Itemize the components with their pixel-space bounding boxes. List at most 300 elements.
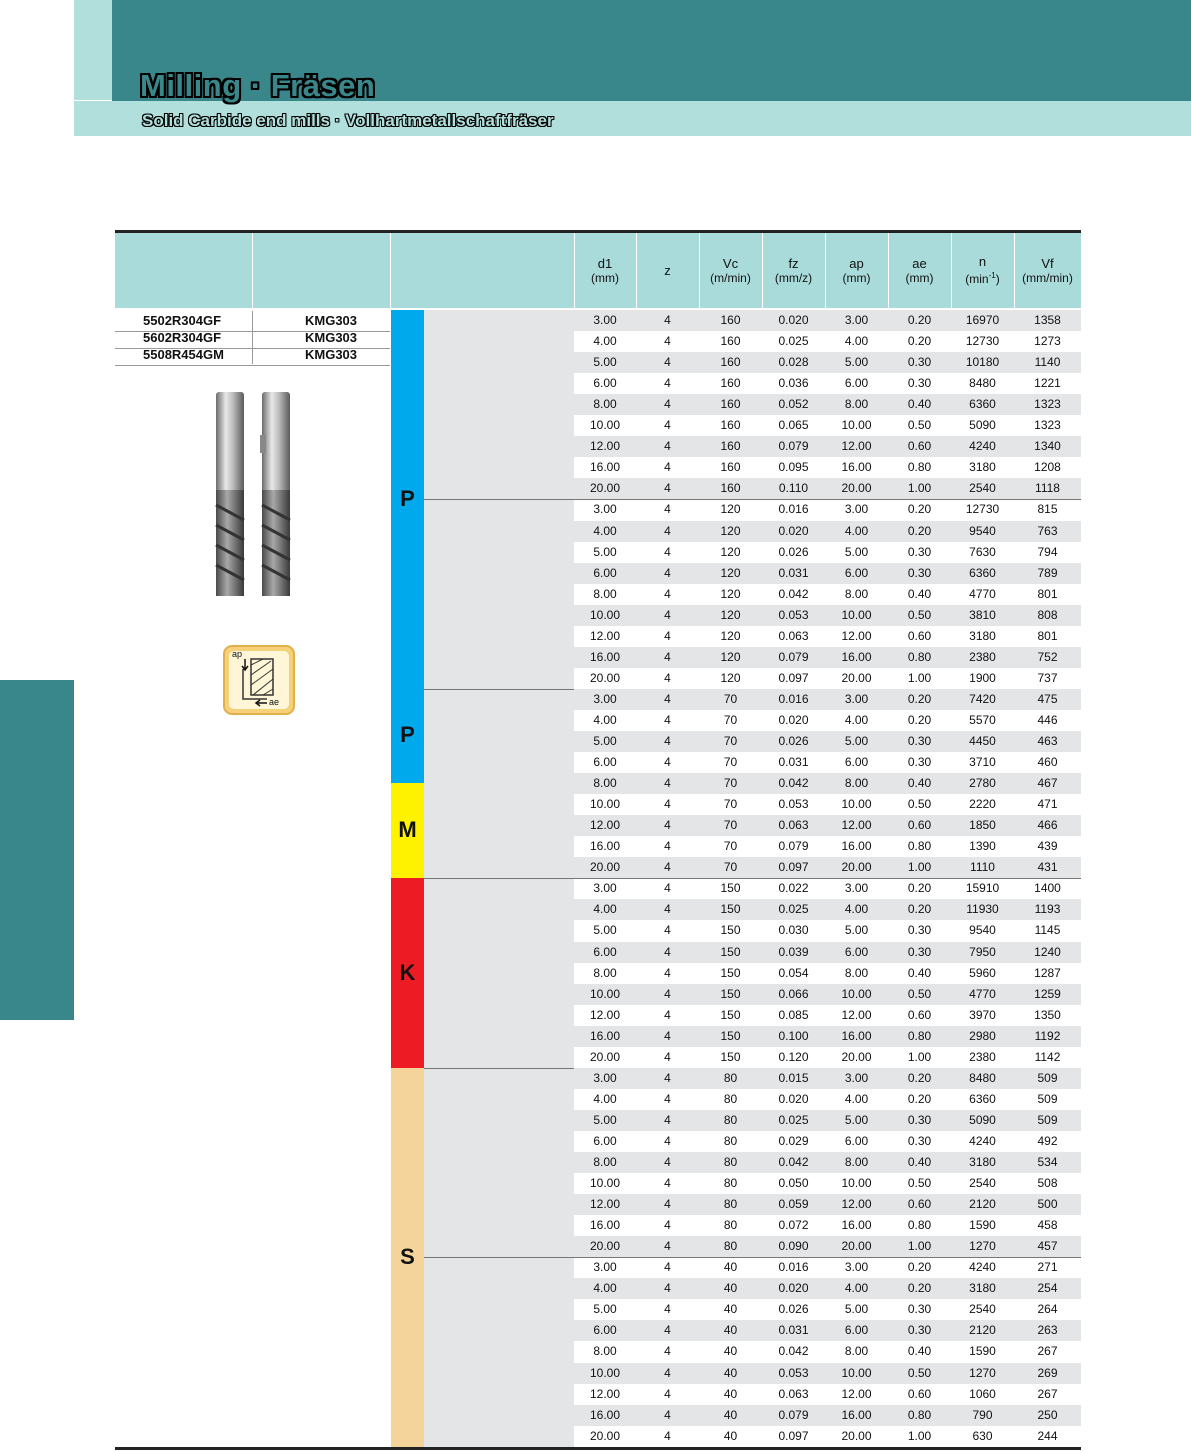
cell-ap: 3.00 — [844, 1070, 869, 1085]
cell-vc: 160 — [720, 355, 741, 370]
cell-fz: 0.042 — [778, 1155, 809, 1169]
cell-ap: 12.00 — [841, 439, 872, 454]
cell-ae: 0.20 — [907, 712, 932, 727]
cell-ae: 0.60 — [907, 818, 932, 833]
header-side-strip — [74, 0, 112, 100]
cell-ap: 4.00 — [844, 523, 869, 538]
cell-vc: 150 — [720, 902, 741, 917]
cell-vf: 457 — [1037, 1239, 1058, 1254]
cell-ae: 0.30 — [907, 565, 932, 580]
cell-fz: 0.015 — [778, 1070, 809, 1085]
table-row — [574, 920, 1081, 941]
cell-ae: 1.00 — [907, 1239, 932, 1254]
cell-z: 4 — [664, 881, 671, 896]
cell-fz: 0.110 — [778, 481, 809, 496]
cell-z: 4 — [664, 1155, 671, 1169]
cell-ap: 20.00 — [841, 481, 872, 496]
header-n-unit — [965, 269, 999, 286]
cell-ap: 10.00 — [841, 418, 872, 433]
cell-ap: 6.00 — [844, 376, 869, 391]
cell-d1: 5.00 — [593, 734, 617, 748]
cell-z: 4 — [664, 818, 671, 833]
cell-ae: 0.20 — [907, 902, 932, 917]
table-row — [574, 415, 1081, 436]
header-n-unit-post: ) — [995, 272, 1000, 286]
cell-n: 2980 — [969, 1028, 996, 1043]
cell-fz: 0.079 — [778, 839, 809, 854]
table-row — [574, 1236, 1081, 1257]
cell-d1: 8.00 — [593, 397, 617, 412]
cell-vc: 120 — [720, 544, 741, 559]
cell-vf: 267 — [1037, 1344, 1058, 1359]
cell-vc: 80 — [723, 1155, 738, 1169]
cell-ap: 16.00 — [841, 460, 872, 475]
material-letter-p: P — [400, 486, 415, 511]
table-row — [574, 1341, 1081, 1362]
cell-d1: 20.00 — [589, 1239, 621, 1254]
cell-z: 4 — [664, 586, 671, 601]
cell-vc: 160 — [720, 376, 741, 391]
cell-fz: 0.025 — [778, 902, 809, 917]
cell-d1: 20.00 — [589, 860, 621, 875]
cell-ae: 0.30 — [907, 1302, 932, 1317]
cell-vf: 509 — [1037, 1112, 1058, 1127]
cell-vf: 250 — [1037, 1407, 1058, 1422]
product-grade: KMG303 — [305, 313, 358, 328]
cell-vf: 500 — [1037, 1197, 1058, 1212]
cell-vf: 737 — [1037, 670, 1058, 685]
cell-fz: 0.020 — [778, 523, 809, 538]
cell-vf: 267 — [1037, 1386, 1058, 1401]
cell-n: 2540 — [969, 1302, 996, 1317]
cell-ae: 0.80 — [907, 1218, 932, 1233]
cell-vf: 509 — [1037, 1070, 1058, 1085]
cell-ap: 12.00 — [841, 1007, 872, 1022]
cell-ap: 6.00 — [844, 1133, 869, 1148]
cell-ae: 1.00 — [907, 1428, 932, 1443]
cell-fz: 0.059 — [778, 1197, 809, 1212]
cell-vf: 1350 — [1034, 1007, 1061, 1022]
cell-fz: 0.079 — [778, 1407, 809, 1422]
header-vc-symbol: Vc — [722, 255, 739, 271]
cell-d1: 4.00 — [593, 712, 617, 727]
cell-d1: 5.00 — [593, 544, 617, 559]
cell-ap: 5.00 — [844, 1302, 869, 1317]
cell-vc: 160 — [720, 460, 741, 475]
cell-n: 2780 — [969, 776, 996, 791]
cell-fz: 0.063 — [778, 628, 809, 643]
cell-z: 4 — [664, 376, 671, 391]
cell-z: 4 — [664, 1428, 671, 1443]
cell-n: 5570 — [969, 712, 996, 727]
table-row — [574, 1278, 1081, 1299]
cell-ap: 20.00 — [841, 1049, 872, 1064]
table-row — [574, 752, 1081, 773]
cell-fz: 0.063 — [778, 1386, 809, 1401]
cell-fz: 0.085 — [778, 1007, 809, 1022]
cell-vf: 1145 — [1034, 923, 1061, 938]
product-code: 5602R304GF — [143, 330, 222, 345]
cell-z: 4 — [664, 649, 671, 664]
table-row — [574, 373, 1081, 394]
cell-vf: 492 — [1037, 1133, 1058, 1148]
cell-z: 4 — [664, 944, 671, 959]
cell-vf: 431 — [1037, 860, 1058, 875]
cell-d1: 6.00 — [593, 565, 617, 580]
header-z — [636, 233, 699, 308]
material-letter-p: P — [400, 722, 415, 747]
cell-ap: 8.00 — [844, 1344, 869, 1359]
cell-vc: 40 — [723, 1323, 738, 1338]
cell-vf: 1140 — [1034, 355, 1061, 370]
cell-n: 8480 — [969, 1070, 996, 1085]
cell-z: 4 — [664, 481, 671, 496]
cell-ap: 3.00 — [844, 881, 869, 896]
cell-fz: 0.022 — [778, 881, 809, 896]
cell-ap: 8.00 — [844, 586, 869, 601]
cell-d1: 12.00 — [589, 628, 621, 643]
cell-ae: 0.60 — [907, 1386, 932, 1401]
cell-vc: 160 — [720, 418, 741, 433]
cell-fz: 0.031 — [778, 1323, 809, 1338]
cell-n: 3180 — [969, 1281, 996, 1296]
cell-n: 1590 — [969, 1344, 996, 1359]
cell-d1: 10.00 — [589, 797, 621, 812]
cell-fz: 0.020 — [778, 1281, 809, 1296]
cell-d1: 12.00 — [589, 1386, 621, 1401]
cell-n: 1110 — [970, 860, 995, 875]
cell-ap: 3.00 — [844, 313, 869, 327]
cell-n: 16970 — [965, 313, 1000, 327]
cell-d1: 12.00 — [589, 1197, 621, 1212]
header-n — [951, 233, 1014, 308]
cell-vc: 160 — [720, 439, 741, 454]
cell-d1: 5.00 — [593, 355, 617, 370]
cell-fz: 0.053 — [778, 1365, 809, 1380]
cell-d1: 8.00 — [593, 1155, 617, 1169]
cell-vf: 1240 — [1034, 944, 1061, 959]
cell-d1: 6.00 — [593, 1323, 617, 1338]
cell-vc: 120 — [720, 502, 741, 517]
cell-fz: 0.090 — [778, 1239, 809, 1254]
cell-z: 4 — [664, 565, 671, 580]
cell-d1: 3.00 — [593, 691, 617, 706]
cell-fz: 0.031 — [778, 755, 809, 770]
cell-d1: 20.00 — [589, 1049, 621, 1064]
cell-d1: 16.00 — [589, 1028, 621, 1043]
cell-vf: 1323 — [1034, 397, 1061, 412]
cell-ae: 0.30 — [907, 755, 932, 770]
cell-fz: 0.020 — [778, 712, 809, 727]
table-row — [574, 1320, 1081, 1341]
cell-n: 2380 — [969, 1049, 996, 1064]
cell-z: 4 — [664, 1007, 671, 1022]
cell-ae: 0.20 — [907, 334, 932, 349]
chapter-side-tab — [0, 680, 74, 1020]
cell-vc: 160 — [720, 481, 741, 496]
cell-vf: 1118 — [1035, 481, 1060, 496]
table-row — [574, 1215, 1081, 1236]
cell-ap: 10.00 — [841, 797, 872, 812]
header-vc-unit: (m/min) — [710, 270, 751, 285]
cell-d1: 8.00 — [593, 586, 617, 601]
cell-ap: 5.00 — [844, 544, 869, 559]
cell-ap: 16.00 — [841, 1028, 872, 1043]
cell-fz: 0.026 — [778, 1302, 809, 1317]
cell-n: 3180 — [969, 1155, 996, 1169]
cell-z: 4 — [664, 418, 671, 433]
cell-ae: 0.50 — [907, 986, 932, 1001]
table-row — [574, 857, 1081, 878]
header-ap-symbol: ap — [849, 255, 864, 271]
cell-fz: 0.097 — [778, 860, 809, 875]
cell-d1: 5.00 — [593, 1112, 617, 1127]
cell-vc: 80 — [723, 1112, 738, 1127]
table-row — [574, 1257, 1081, 1278]
cell-vf: 1287 — [1034, 965, 1061, 980]
cell-z: 4 — [664, 1239, 671, 1254]
cell-d1: 16.00 — [589, 649, 621, 664]
cell-fz: 0.016 — [778, 1260, 809, 1275]
cell-vf: 446 — [1037, 712, 1058, 727]
ap-label: ap — [232, 649, 243, 659]
cell-vf: 1358 — [1034, 313, 1061, 327]
table-row — [574, 1299, 1081, 1320]
cell-z: 4 — [664, 1091, 671, 1106]
cell-d1: 12.00 — [589, 1007, 621, 1022]
cell-fz: 0.028 — [778, 355, 809, 370]
cell-n: 2540 — [969, 1176, 996, 1191]
cell-ae: 0.50 — [907, 1176, 932, 1191]
cell-n: 5090 — [969, 418, 996, 433]
header-divider — [252, 233, 253, 308]
cell-ae: 0.20 — [907, 313, 932, 327]
cell-vf: 508 — [1037, 1176, 1058, 1191]
cell-n: 2120 — [969, 1323, 996, 1338]
cell-n: 10180 — [965, 355, 1000, 370]
table-row — [574, 1110, 1081, 1131]
cell-z: 4 — [664, 1133, 671, 1148]
cell-vc: 40 — [723, 1407, 738, 1422]
cell-vc: 80 — [723, 1091, 738, 1106]
table-row — [574, 984, 1081, 1005]
cell-vf: 269 — [1037, 1365, 1058, 1380]
cell-n: 1390 — [969, 839, 996, 854]
cell-ae: 0.50 — [907, 607, 932, 622]
cell-ap: 8.00 — [844, 965, 869, 980]
cell-ae: 0.50 — [907, 418, 932, 433]
cell-z: 4 — [664, 355, 671, 370]
cell-ap: 6.00 — [844, 944, 869, 959]
product-code: 5508R454GM — [143, 347, 224, 362]
cell-ap: 8.00 — [844, 776, 869, 791]
cell-vc: 150 — [720, 1028, 741, 1043]
cell-n: 12730 — [965, 334, 1000, 349]
table-row — [574, 878, 1081, 899]
header-ae-symbol: ae — [912, 255, 927, 271]
table-row — [574, 1068, 1081, 1089]
cell-n: 4240 — [969, 1133, 996, 1148]
cell-vf: 1193 — [1034, 902, 1061, 917]
cell-fz: 0.065 — [778, 418, 809, 433]
header-vc — [699, 233, 762, 308]
cell-n: 1060 — [969, 1386, 996, 1401]
cell-vf: 1400 — [1034, 881, 1061, 896]
cell-fz: 0.063 — [778, 818, 809, 833]
cell-z: 4 — [664, 1028, 671, 1043]
cell-d1: 3.00 — [593, 1260, 617, 1275]
cell-fz: 0.030 — [778, 923, 809, 938]
cell-ae: 0.40 — [907, 776, 932, 791]
cell-ae: 0.50 — [907, 1365, 932, 1380]
cell-n: 790 — [972, 1407, 993, 1422]
cell-z: 4 — [664, 460, 671, 475]
cell-vc: 40 — [723, 1386, 738, 1401]
cell-vc: 80 — [723, 1176, 738, 1191]
cell-fz: 0.120 — [778, 1049, 809, 1064]
cell-fz: 0.053 — [778, 797, 809, 812]
table-row — [574, 773, 1081, 794]
cell-vf: 254 — [1037, 1281, 1058, 1296]
cell-ae: 0.20 — [907, 1070, 932, 1085]
cell-z: 4 — [664, 1260, 671, 1275]
table-row — [574, 1363, 1081, 1384]
cell-fz: 0.052 — [778, 397, 809, 412]
cell-vf: 1221 — [1034, 376, 1061, 391]
cell-fz: 0.097 — [778, 670, 809, 685]
header-n-symbol: n — [978, 254, 987, 269]
cell-d1: 16.00 — [589, 1218, 621, 1233]
cell-vc: 120 — [720, 628, 741, 643]
cell-d1: 20.00 — [589, 481, 621, 496]
table-bottom-rule — [115, 1447, 1081, 1450]
cell-ae: 1.00 — [907, 860, 932, 875]
cell-vc: 70 — [723, 734, 738, 748]
cell-ae: 0.30 — [907, 376, 932, 391]
cell-ap: 12.00 — [841, 1197, 872, 1212]
cell-z: 4 — [664, 860, 671, 875]
cell-z: 4 — [664, 712, 671, 727]
cell-vf: 1323 — [1034, 418, 1061, 433]
cell-n: 7420 — [969, 691, 996, 706]
header-n-unit-pre: (min — [965, 272, 989, 286]
table-row — [574, 942, 1081, 963]
page-subtitle: Solid Carbide end mills · Vollhartmetallschaftfräser — [142, 111, 554, 130]
cell-d1: 20.00 — [589, 670, 621, 685]
cell-ae: 0.20 — [907, 1091, 932, 1106]
cell-ap: 5.00 — [844, 923, 869, 938]
cell-z: 4 — [664, 628, 671, 643]
table-row — [574, 1089, 1081, 1110]
material-letter-k: K — [399, 960, 416, 985]
cell-z: 4 — [664, 797, 671, 812]
cell-z: 4 — [664, 1302, 671, 1317]
header-ap — [825, 233, 888, 308]
cell-ae: 0.50 — [907, 797, 932, 812]
cell-ae: 0.30 — [907, 734, 932, 748]
cell-n: 3970 — [969, 1007, 996, 1022]
cell-d1: 5.00 — [593, 1302, 617, 1317]
cell-d1: 3.00 — [593, 313, 617, 327]
table-row — [574, 1194, 1081, 1215]
header-d1 — [574, 233, 636, 308]
cell-ap: 10.00 — [841, 1176, 872, 1191]
cell-vc: 70 — [723, 818, 738, 833]
cell-vc: 120 — [720, 607, 741, 622]
cell-n: 3710 — [969, 755, 996, 770]
cell-ap: 6.00 — [844, 755, 869, 770]
cell-fz: 0.025 — [778, 334, 809, 349]
cell-vc: 150 — [720, 923, 741, 938]
cell-vf: 808 — [1037, 607, 1058, 622]
cell-z: 4 — [664, 839, 671, 854]
ae-label: ae — [269, 697, 280, 707]
table-row — [574, 1426, 1081, 1447]
cell-z: 4 — [664, 1070, 671, 1085]
cell-z: 4 — [664, 1323, 671, 1338]
cell-z: 4 — [664, 1112, 671, 1127]
cell-n: 6360 — [969, 1091, 996, 1106]
header-vf-symbol: Vf — [1041, 255, 1054, 271]
header-ap-unit: (mm) — [842, 270, 871, 285]
cell-vc: 40 — [723, 1260, 738, 1275]
cell-d1: 3.00 — [593, 502, 617, 517]
cell-vc: 150 — [720, 1007, 741, 1022]
cell-z: 4 — [664, 1049, 671, 1064]
cell-vf: 1192 — [1034, 1028, 1061, 1043]
cell-vf: 1273 — [1034, 334, 1061, 349]
cell-d1: 10.00 — [589, 1365, 621, 1380]
header-vf-unit: (mm/min) — [1022, 270, 1073, 285]
header-fz-symbol: fz — [788, 255, 799, 271]
cell-ae: 1.00 — [907, 670, 932, 685]
cell-ae: 0.30 — [907, 355, 932, 370]
cell-ap: 16.00 — [841, 839, 872, 854]
table-row — [574, 794, 1081, 815]
material-letter-m: M — [398, 817, 417, 842]
table-row — [574, 1384, 1081, 1405]
cell-vf: 458 — [1037, 1218, 1058, 1233]
cell-fz: 0.066 — [778, 986, 809, 1001]
cell-ap: 20.00 — [841, 860, 872, 875]
cell-ap: 20.00 — [841, 670, 872, 685]
cell-ap: 3.00 — [844, 691, 869, 706]
table-row — [574, 689, 1081, 710]
cell-vf: 801 — [1037, 628, 1058, 643]
cell-ae: 0.80 — [907, 1028, 932, 1043]
cell-z: 4 — [664, 965, 671, 980]
cell-ap: 12.00 — [841, 628, 872, 643]
cell-ae: 0.60 — [907, 1007, 932, 1022]
cell-vf: 271 — [1037, 1260, 1058, 1275]
table-row — [574, 605, 1081, 626]
cell-ae: 0.80 — [907, 1407, 932, 1422]
cell-n: 4450 — [969, 734, 996, 748]
table-row — [574, 710, 1081, 731]
table-row — [574, 668, 1081, 689]
cell-d1: 8.00 — [593, 776, 617, 791]
cell-vc: 80 — [723, 1133, 738, 1148]
cell-vc: 120 — [720, 565, 741, 580]
header-z-symbol: z — [664, 262, 671, 278]
cell-fz: 0.016 — [778, 502, 809, 517]
cell-ae: 0.80 — [907, 839, 932, 854]
cell-fz: 0.020 — [778, 313, 809, 327]
table-row — [574, 310, 1081, 331]
cell-vf: 794 — [1037, 544, 1058, 559]
cell-vc: 120 — [720, 586, 741, 601]
cell-vf: 244 — [1037, 1428, 1058, 1443]
